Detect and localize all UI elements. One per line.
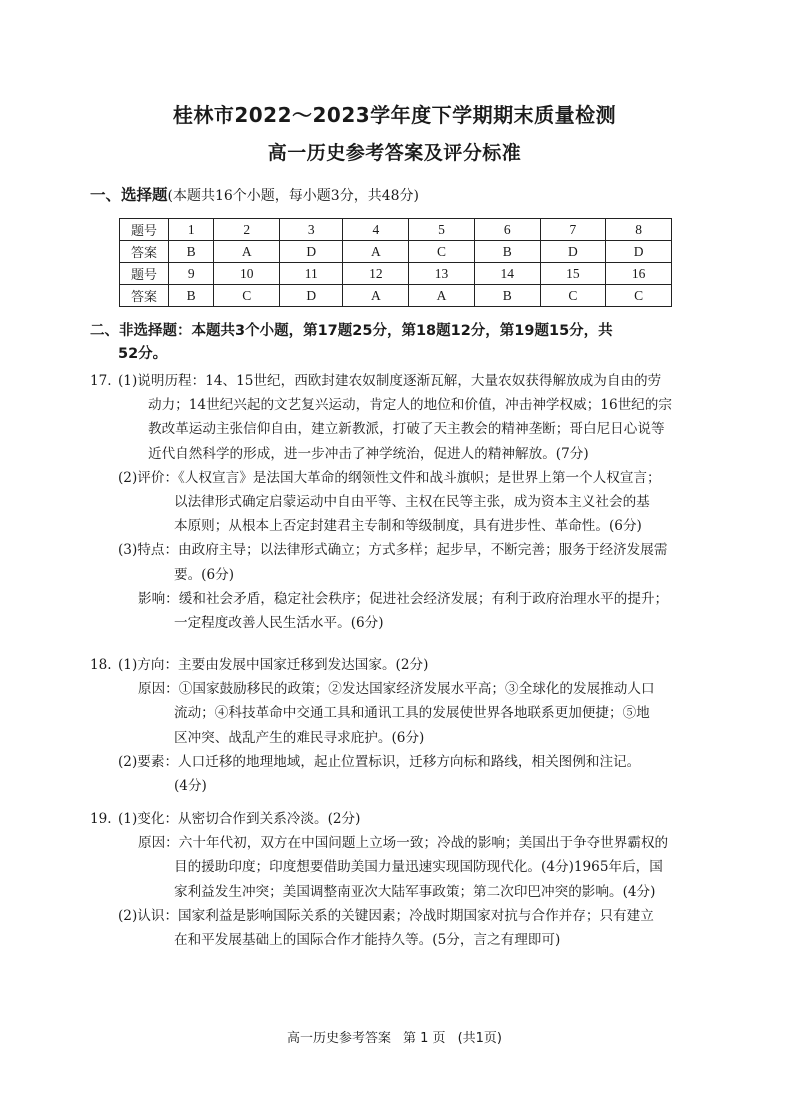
page-subtitle: 高一历史参考答案及评分标准: [267, 142, 522, 164]
footer-page-number: 第 1 页: [403, 1031, 446, 1046]
table-cell: B: [474, 241, 540, 263]
table-cell: 4: [343, 219, 409, 241]
answer-line: 原因：①国家鼓励移民的政策；②发达国家经济发展水平高；③全球化的发展推动人口: [138, 681, 655, 698]
table-cell: B: [169, 285, 214, 307]
table-cell: 5: [409, 219, 475, 241]
footer-page-total: (共1页): [457, 1031, 502, 1046]
table-cell: B: [474, 285, 540, 307]
answer-table: [119, 218, 672, 307]
table-cell: D: [280, 241, 343, 263]
table-cell: D: [280, 285, 343, 307]
table-cell: C: [409, 241, 475, 263]
answer-line: 近代自然科学的形成，进一步冲击了神学统治，促进人的精神解放。(7分): [148, 445, 589, 462]
table-cell: D: [606, 241, 672, 263]
table-cell: 12: [343, 263, 409, 285]
table-cell: 14: [474, 263, 540, 285]
question-19: [90, 807, 720, 952]
table-cell: A: [343, 241, 409, 263]
answer-line: 一定程度改善人民生活水平。(6分): [174, 615, 384, 632]
table-cell: C: [540, 285, 606, 307]
row-label: 题号: [120, 219, 169, 241]
page-footer: [0, 1027, 789, 1046]
section-1-note: (本题共16个小题，每小题3分，共48分): [167, 188, 419, 204]
answer-line: 19. (1)变化：从密切合作到关系冷淡。(2分): [90, 807, 720, 831]
answer-line: 要。(6分): [174, 566, 235, 583]
table-row: [120, 219, 672, 241]
table-cell: 6: [474, 219, 540, 241]
question-number: 18.: [90, 657, 112, 673]
table-cell: 15: [540, 263, 606, 285]
table-cell: 16: [606, 263, 672, 285]
table-cell: A: [343, 285, 409, 307]
row-label: 题号: [120, 263, 169, 285]
table-cell: 13: [409, 263, 475, 285]
table-cell: D: [540, 241, 606, 263]
section-1-title: 一、选择题: [90, 186, 168, 204]
answer-line: 区冲突、战乱产生的难民寻求庇护。(6分): [174, 729, 425, 746]
table-cell: 2: [214, 219, 280, 241]
table-cell: A: [409, 285, 475, 307]
answer-line: 原因：六十年代初，双方在中国问题上立场一致；冷战的影响；美国出于争夺世界霸权的: [138, 835, 669, 852]
answer-line: (3)特点：由政府主导；以法律形式确立；方式多样；起步早，不断完善；服务于经济发展需: [118, 542, 668, 559]
answer-line: 本原则；从根本上否定封建君主专制和等级制度，具有进步性、革命性。(6分): [174, 518, 642, 535]
table-row: [120, 285, 672, 307]
table-cell: 7: [540, 219, 606, 241]
question-number: 17.: [90, 373, 112, 389]
row-label: 答案: [120, 241, 169, 263]
answer-line: 家利益发生冲突；美国调整南亚次大陆军事政策；第二次印巴冲突的影响。(4分): [174, 883, 656, 900]
question-number: 19.: [90, 811, 112, 827]
table-cell: C: [606, 285, 672, 307]
answer-line: 以法律形式确定启蒙运动中自由平等、主权在民等主张，成为资本主义社会的基: [174, 494, 650, 511]
answer-line: (2)认识：国家利益是影响国际关系的关键因素；冷战时期国家对抗与合作并存；只有建立: [118, 907, 654, 924]
answer-line: (2)评价：《人权宣言》是法国大革命的纲领性文件和战斗旗帜；是世界上第一个人权宣言；: [118, 469, 661, 486]
answer-line: (2)要素：人口迁移的地理地域，起止位置标识，迁移方向标和路线，相关图例和注记。: [118, 753, 641, 770]
question-18: [90, 653, 720, 798]
table-cell: 3: [280, 219, 343, 241]
table-row: [120, 263, 672, 285]
table-cell: B: [169, 241, 214, 263]
footer-doc-name: 高一历史参考答案: [287, 1031, 392, 1046]
question-17: [90, 369, 720, 635]
table-cell: 8: [606, 219, 672, 241]
answer-line: 目的援助印度；印度想要借助美国力量迅速实现国防现代化。(4分)1965年后，国: [174, 859, 663, 876]
answer-line: 教改革运动主张信仰自由，建立新教派，打破了天主教会的精神垄断；哥白尼日心说等: [148, 421, 665, 438]
section-1-heading: [90, 184, 710, 207]
table-cell: C: [214, 285, 280, 307]
table-cell: 10: [214, 263, 280, 285]
answer-line: 18. (1)方向：主要由发展中国家迁移到发达国家。(2分): [90, 653, 720, 677]
answer-line: 在和平发展基础上的国际合作才能持久等。(5分，言之有理即可): [174, 932, 561, 949]
table-row: [120, 241, 672, 263]
section-2-line: 52分。: [118, 346, 168, 362]
answer-line: (4分): [174, 778, 207, 795]
answer-line: 动力；14世纪兴起的文艺复兴运动，肯定人的地位和价值，冲击神学权威；16世纪的宗: [148, 397, 672, 414]
table-cell: 11: [280, 263, 343, 285]
page-title: 桂林市2022～2023学年度下学期期末质量检测: [172, 103, 617, 127]
answer-line: 17. (1)说明历程：14、15世纪，西欧封建农奴制度逐渐瓦解，大量农奴获得解放成为自由的劳: [90, 369, 720, 393]
row-label: 答案: [120, 285, 169, 307]
table-cell: 9: [169, 263, 214, 285]
table-cell: A: [214, 241, 280, 263]
answer-line: 流动；④科技革命中交通工具和通讯工具的发展使世界各地联系更加便捷；⑤地: [174, 705, 650, 722]
table-cell: 1: [169, 219, 214, 241]
answer-line: 影响：缓和社会矛盾，稳定社会秩序；促进社会经济发展；有利于政府治理水平的提升；: [138, 590, 669, 607]
section-2-line: 二、非选择题：本题共3个小题，第17题25分，第18题12分，第19题15分，共: [90, 323, 613, 339]
section-2-heading: [90, 320, 710, 366]
